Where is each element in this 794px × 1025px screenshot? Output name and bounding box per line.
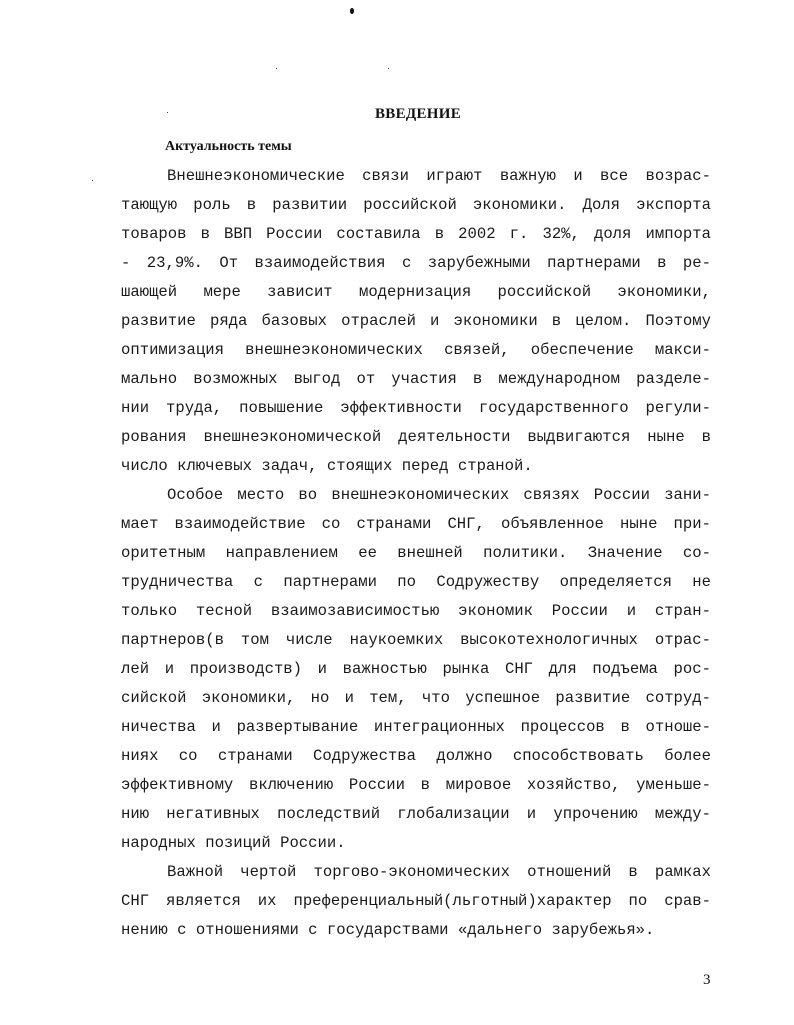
text-line: мально возможных выгод от участия в международном разделе-	[121, 370, 711, 388]
text-line: народных позиций России.	[121, 834, 346, 852]
paragraph-2	[121, 481, 711, 858]
page-heading: ВВЕДЕНИЕ	[374, 106, 462, 122]
text-line: сийской экономики, но и тем, что успешное развитие сотруд-	[121, 689, 711, 707]
text-line: число ключевых задач, стоящих перед страной.	[121, 457, 533, 475]
text-line: только тесной взаимозависимостью экономик России и стран-	[121, 602, 711, 620]
scan-speck	[92, 180, 93, 181]
text-line: Важной чертой торгово-экономических отношений в рамках	[167, 863, 711, 881]
paragraph-3	[121, 858, 711, 945]
scan-speck	[350, 8, 354, 14]
text-line: мает взаимодействие со странами СНГ, объявленное ныне при-	[121, 515, 711, 533]
text-line: эффективному включению России в мировое хозяйство, уменьше-	[121, 776, 711, 794]
text-line: ниях со странами Содружества должно способствовать более	[121, 747, 711, 765]
text-line: партнеров(в том числе наукоемких высокотехнологичных отрас-	[121, 631, 711, 649]
paragraph-1	[121, 162, 711, 481]
text-line: оритетным направлением ее внешней политики. Значение со-	[121, 544, 711, 562]
text-line: товаров в ВВП России составила в 2002 г. 32%, доля импорта	[121, 225, 711, 243]
text-line: нению с отношениями с государствами «дальнего зарубежья».	[121, 921, 655, 939]
text-line: трудничества с партнерами по Содружеству определяется не	[121, 573, 711, 591]
scan-speck	[276, 68, 277, 69]
text-line: СНГ является их преференциальный(льготный)характер по срав-	[121, 892, 711, 910]
text-line: тающую роль в развитии российской экономики. Доля экспорта	[121, 196, 711, 214]
text-line: нию негативных последствий глобализации и упрочению между-	[121, 805, 711, 823]
text-line: нии труда, повышение эффективности государственного регули-	[121, 399, 711, 417]
text-line: Внешнеэкономические связи играют важную и все возрас-	[167, 167, 711, 185]
text-line: Особое место во внешнеэкономических связях России зани-	[167, 486, 711, 504]
text-line: рования внешнеэкономической деятельности выдвигаются ныне в	[121, 428, 711, 446]
text-line: шающей мере зависит модернизация российской экономики,	[121, 283, 711, 301]
text-line: ничества и развертывание интеграционных процессов в отноше-	[121, 718, 711, 736]
text-line: - 23,9%. От взаимодействия с зарубежными партнерами в ре-	[121, 254, 711, 272]
text-line: оптимизация внешнеэкономических связей, обеспечение макси-	[121, 341, 711, 359]
section-subheading: Актуальность темы	[165, 139, 292, 154]
scan-speck	[388, 68, 389, 69]
text-line: развитие ряда базовых отраслей и экономики в целом. Поэтому	[121, 312, 711, 330]
page-number: 3	[703, 972, 711, 988]
text-line: лей и производств) и важностью рынка СНГ для подъема рос-	[121, 660, 711, 678]
